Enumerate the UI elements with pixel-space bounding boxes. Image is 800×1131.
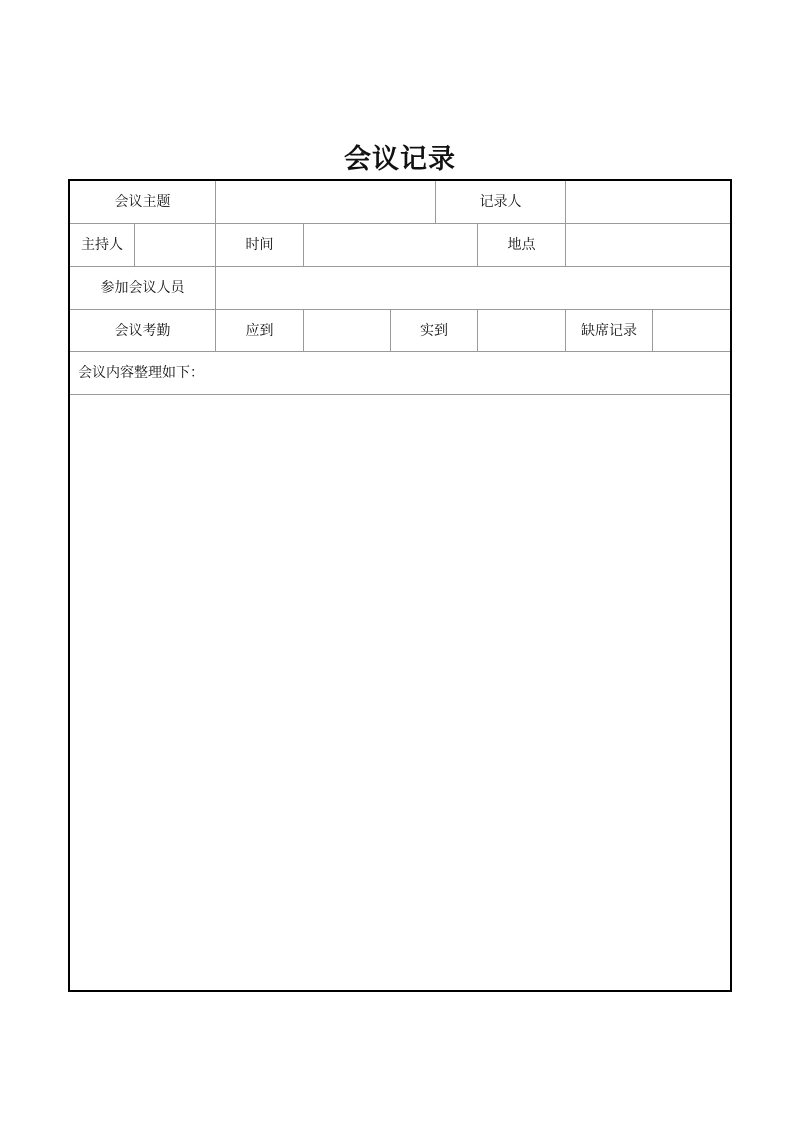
page-title: 会议记录 bbox=[344, 144, 456, 175]
participants-label: 参加会议人员 bbox=[100, 280, 185, 296]
absence-field[interactable] bbox=[653, 310, 730, 351]
actual-field[interactable] bbox=[478, 310, 565, 351]
participants-field[interactable] bbox=[216, 267, 730, 309]
place-field[interactable] bbox=[566, 224, 730, 266]
content-label: 会议内容整理如下： bbox=[78, 365, 204, 381]
topic-label: 会议主题 bbox=[114, 194, 171, 210]
host-field[interactable] bbox=[135, 224, 215, 266]
absence-label: 缺席记录 bbox=[581, 322, 637, 339]
recorder-label: 记录人 bbox=[479, 194, 522, 210]
time-label: 时间 bbox=[245, 237, 274, 253]
recorder-field[interactable] bbox=[566, 181, 730, 223]
attendance-label: 会议考勤 bbox=[114, 322, 171, 339]
expected-field[interactable] bbox=[304, 310, 390, 351]
meeting-content-area[interactable] bbox=[70, 395, 730, 990]
expected-label: 应到 bbox=[245, 322, 274, 339]
place-label: 地点 bbox=[507, 237, 536, 253]
meeting-record-form bbox=[68, 179, 732, 992]
actual-label: 实到 bbox=[420, 322, 448, 339]
host-label: 主持人 bbox=[81, 237, 123, 253]
topic-field[interactable] bbox=[216, 181, 435, 223]
time-field[interactable] bbox=[304, 224, 477, 266]
